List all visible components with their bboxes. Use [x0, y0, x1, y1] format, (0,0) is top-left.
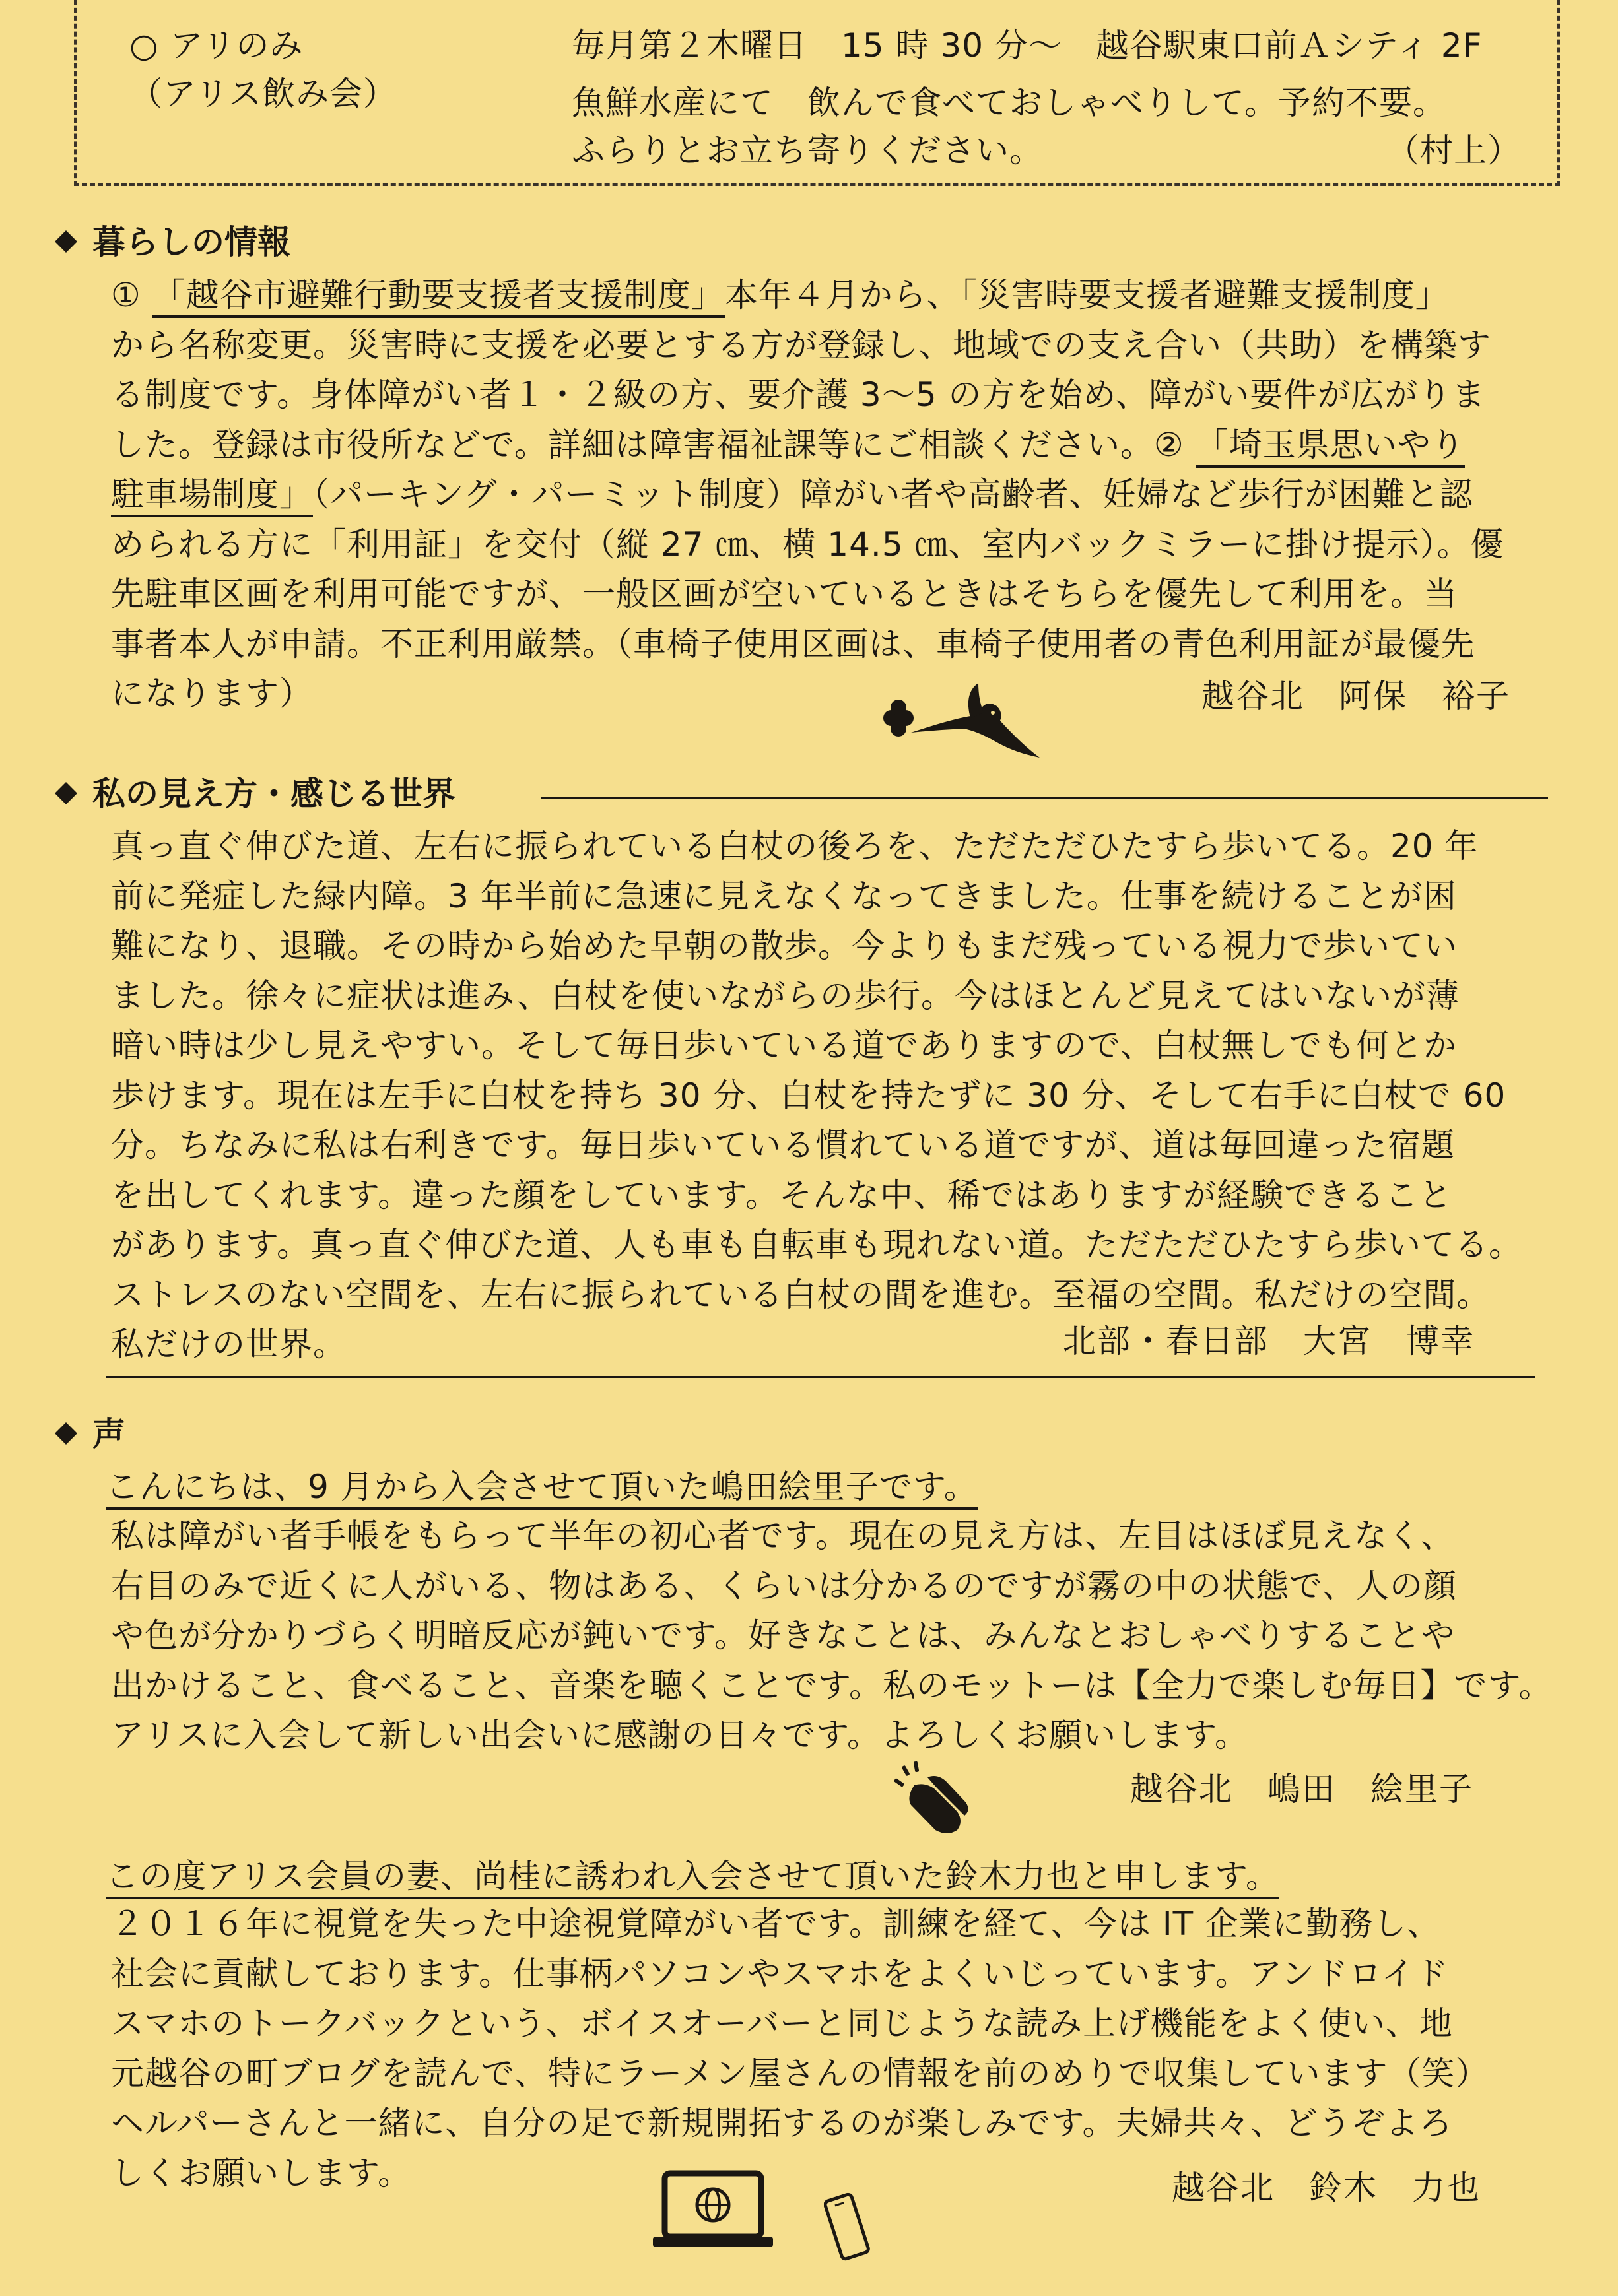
living-line-5: 駐車場制度」（パーキング・パーミット制度）障がい者や高齢者、妊婦など歩行が困難と認	[111, 470, 1504, 520]
world-line: があります。真っ直ぐ伸びた道、人も車も自転車も現れない道。ただただひたすら歩いてる。	[111, 1226, 1522, 1264]
living-heading	[58, 223, 290, 261]
world-end-rule	[106, 1376, 1535, 1378]
voice-line: しくお願いします。	[111, 2153, 411, 2192]
world-author: 北部・春日部 大宮 博幸	[1063, 1322, 1475, 1360]
voice-body-1	[111, 1511, 1553, 1761]
event-author: （村上）	[1386, 131, 1521, 170]
living-link-evac: 「越谷市避難行動要支援者支援制度」	[152, 276, 725, 318]
living-link-parking: 「埼玉県思いやり	[1196, 426, 1465, 468]
world-heading-rule	[541, 797, 1548, 799]
voice-line: や色が分かりづらく明暗反応が鈍いです。好きなことは、みんなとおしゃべりすることや	[111, 1616, 1455, 1655]
voice-title-2: この度アリス会員の妻、尚桂に誘われ入会させて頂いた鈴木力也と申します。	[106, 1857, 1279, 1899]
living-line-4: した。登録は市役所などで。詳細は障害福祉課等にご相談ください。② 「埼玉県思いやり	[111, 420, 1504, 471]
voice-author-1: 越谷北 嶋田 絵里子	[1130, 1770, 1473, 1808]
world-heading	[58, 775, 455, 813]
laptop-globe-icon	[650, 2168, 776, 2254]
world-line: 私だけの世界。	[111, 1325, 347, 1363]
voice-line: 右目のみで近くに人がいる、物はある、くらいは分かるのですが霧の中の状態で、人の顔	[111, 1566, 1457, 1605]
world-line: 暗い時は少し見えやすい。そして毎日歩いている道でありますので、白杖無しでも何とか	[111, 1026, 1457, 1065]
voice-line: スマホのトークバックという、ボイスオーバーと同じような読み上げ機能をよく使い、地	[111, 2004, 1453, 2043]
world-line: 歩けます。現在は左手に白杖を持ち 30 分、白杖を持たずに 30 分、そして右手に白杖で 60	[111, 1076, 1506, 1115]
living-heading-text: 暮らしの情報	[92, 223, 290, 261]
event-line-2: 魚鮮水産にて 飲んで食べておしゃべりして。予約不要。	[572, 84, 1446, 122]
voice-title-1: こんにちは、9 月から入会させて頂いた嶋田絵里子です。	[106, 1468, 978, 1510]
world-body	[111, 822, 1522, 1370]
diamond-bullet-icon	[55, 1422, 77, 1445]
living-author: 越谷北 阿保 裕子	[1201, 677, 1510, 715]
voice-line: ２０１６年に視覚を失った中途視覚障がい者です。訓練を経て、今は IT 企業に勤務し、	[111, 1905, 1441, 1943]
diamond-bullet-icon	[55, 782, 77, 804]
clapping-hands-icon	[894, 1759, 974, 1838]
world-line: 難になり、退職。その時から始めた早朝の散歩。今よりもまだ残っている視力で歩いてい	[111, 927, 1458, 965]
event-line-3: ふらりとお立ち寄りください。	[572, 131, 1043, 170]
event-name: ○ アリのみ	[129, 26, 304, 65]
voice-line: アリスに入会して新しい出会いに感謝の日々です。よろしくお願いします。	[111, 1716, 1248, 1754]
living-body	[111, 271, 1504, 719]
living-link-parking-cont: 駐車場制度」	[111, 475, 313, 517]
living-line-7: 先駐車区画を利用可能ですが、一般区画が空いているときはそちらを優先して利用を。当	[111, 575, 1458, 613]
world-line: ストレスのない空間を、左右に振られている白杖の間を進む。至福の空間。私だけの空間。	[111, 1275, 1491, 1314]
diamond-bullet-icon	[55, 230, 77, 253]
living-line-3: る制度です。身体障がい者１・２級の方、要介護 3〜5 の方を始め、障がい要件が広がりま	[111, 376, 1486, 414]
voice-title-1-wrap	[106, 1468, 978, 1506]
living-line-8: 事者本人が申請。不正利用厳禁。（車椅子使用区画は、車椅子使用者の青色利用証が最優先	[111, 624, 1475, 663]
world-line: を出してくれます。違った顔をしています。そんな中、稀ではありますが経験できること	[111, 1175, 1452, 1214]
voice-line: 社会に貢献しております。仕事柄パソコンやスマホをよくいじっています。アンドロイド	[111, 1954, 1449, 1993]
voice-title-2-wrap	[106, 1857, 1279, 1895]
voice-heading-text: 声	[92, 1415, 125, 1453]
world-line: 分。ちなみに私は右利きです。毎日歩いている慣れている道ですが、道は毎回違った宿題	[111, 1126, 1455, 1164]
event-line-1: 毎月第２木曜日 15 時 30 分〜 越谷駅東口前Ａシティ 2F	[572, 26, 1483, 65]
world-heading-text: 私の見え方・感じる世界	[92, 775, 455, 813]
voice-body-2	[111, 1899, 1489, 2198]
voice-author-2: 越谷北 鈴木 力也	[1172, 2169, 1481, 2207]
world-line: ました。徐々に症状は進み、白杖を使いながらの歩行。今はほとんど見えてはいないが薄	[111, 976, 1460, 1015]
voice-line: 私は障がい者手帳をもらって半年の初心者です。現在の見え方は、左目はほぼ見えなく、	[111, 1517, 1454, 1555]
living-line-1: ① 「越谷市避難行動要支援者支援制度」本年４月から、「災害時要支援者避難支援制度」	[111, 271, 1504, 321]
living-line-6: められる方に「利用証」を交付（縦 27 ㎝、横 14.5 ㎝、室内バックミラーに掛け提示）。優	[111, 525, 1504, 564]
living-line-9: になります）	[111, 674, 313, 713]
voice-line: 出かけること、食べること、音楽を聴くことです。私のモットーは【全力で楽しむ毎日】です。	[111, 1666, 1553, 1705]
voice-heading	[58, 1415, 125, 1453]
voice-line: 元越谷の町ブログを読んで、特にラーメン屋さんの情報を前のめりで収集しています（笑）	[111, 2054, 1489, 2093]
voice-line: ヘルパーさんと一緒に、自分の足で新規開拓するのが楽しみです。夫婦共々、どうぞよろ	[111, 2104, 1453, 2142]
event-subname: （アリス飲み会）	[129, 75, 397, 113]
smartphone-icon	[824, 2191, 870, 2264]
hummingbird-flower-icon	[871, 680, 1043, 772]
world-line: 真っ直ぐ伸びた道、左右に振られている白杖の後ろを、ただただひたすら歩いてる。20 年	[111, 827, 1479, 865]
living-line-2: から名称変更。災害時に支援を必要とする方が登録し、地域での支え合い（共助）を構築す	[111, 325, 1491, 364]
world-line: 前に発症した緑内障。3 年半前に急速に見えなくなってきました。仕事を続けることが困	[111, 876, 1457, 915]
